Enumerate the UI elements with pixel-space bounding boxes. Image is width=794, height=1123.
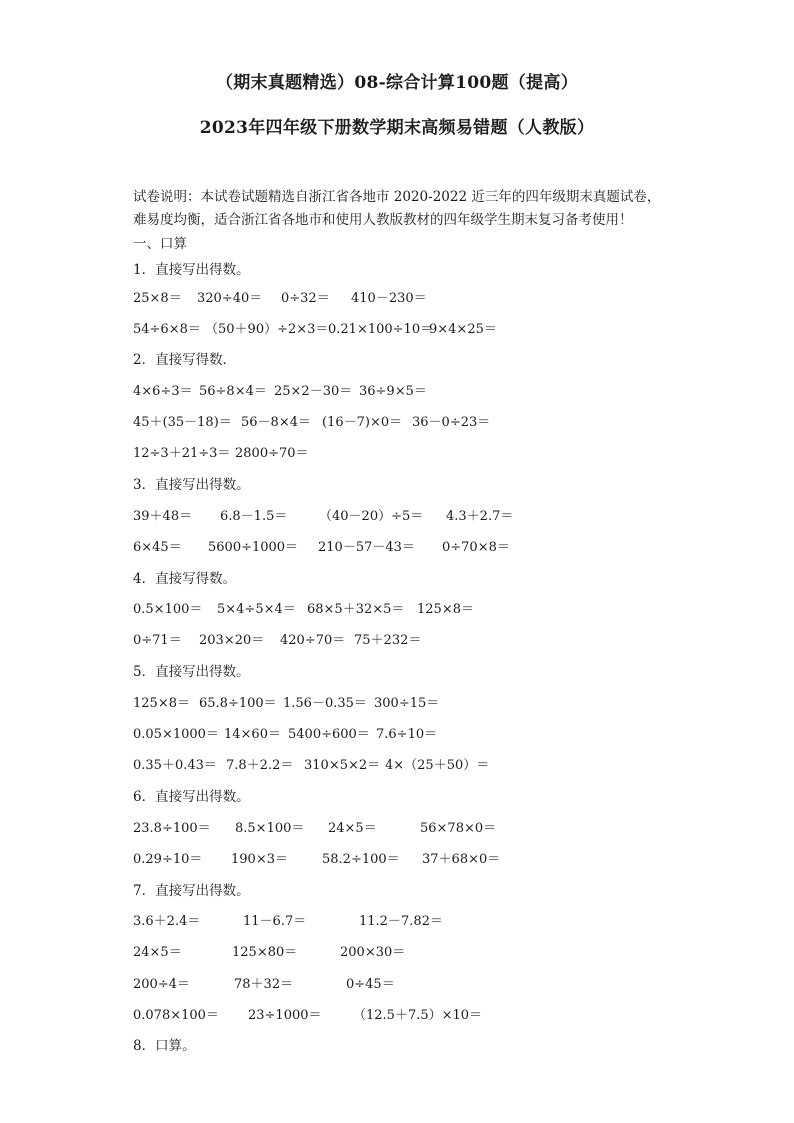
expression: 0.5×100＝ — [133, 602, 203, 617]
expression: 6×45＝ — [133, 540, 182, 555]
expression: 23÷1000＝ — [248, 1008, 322, 1023]
expression: 0.078×100＝ — [133, 1008, 219, 1023]
expression: （12.5＋7.5）×10＝ — [353, 1008, 483, 1023]
expression: 75＋232＝ — [354, 633, 422, 648]
expression: 14×60＝ — [224, 727, 281, 742]
expression: 0÷71＝ — [133, 633, 182, 648]
expression: 56÷8×4＝ — [199, 384, 267, 399]
expression: 125×80＝ — [232, 945, 298, 960]
question-5-title: 5．直接写出得数。 — [133, 664, 250, 680]
expression: 45＋(35－18)＝ — [133, 415, 232, 430]
expression: 54÷6×8＝ — [133, 322, 201, 337]
expression: 200÷4＝ — [133, 977, 190, 992]
expression: 5400÷600＝ — [288, 727, 370, 742]
question-1-title: 1．直接写出得数。 — [133, 262, 250, 278]
expression: （40－20）÷5＝ — [319, 509, 424, 524]
expression: 56－8×4＝ — [241, 415, 311, 430]
question-8-title: 8．口算。 — [133, 1038, 196, 1054]
expression: 200×30＝ — [340, 945, 406, 960]
expression: 5×4÷5×4＝ — [217, 602, 296, 617]
document-subtitle: 2023年四年级下册数学期末高频易错题（人教版） — [199, 118, 595, 138]
expression: 210－57－43＝ — [318, 540, 415, 555]
question-6-title: 6．直接写出得数。 — [133, 789, 250, 805]
expression: 310×5×2＝ — [304, 758, 381, 773]
expression: 37＋68×0＝ — [422, 852, 501, 867]
expression: （50＋90）÷2×3＝ — [205, 322, 329, 337]
expression: 11－6.7＝ — [243, 914, 307, 929]
expression: 39＋48＝ — [133, 509, 193, 524]
expression: 36÷9×5＝ — [359, 384, 427, 399]
expression: 7.6÷10＝ — [376, 727, 438, 742]
instructions-line-2: 难易度均衡，适合浙江省各地市和使用人教版教材的四年级学生期末复习备考使用！ — [133, 212, 633, 228]
expression: 0.05×1000＝ — [133, 727, 219, 742]
expression: 300÷15＝ — [374, 696, 440, 711]
expression: 320÷40＝ — [197, 291, 263, 306]
expression: 12÷3＋21÷3＝ — [133, 446, 231, 461]
expression: 23.8÷100＝ — [133, 821, 211, 836]
expression: 68×5＋32×5＝ — [307, 602, 405, 617]
expression: 7.8＋2.2＝ — [226, 758, 294, 773]
expression: 9×4×25＝ — [429, 322, 497, 337]
expression: 8.5×100＝ — [235, 821, 305, 836]
expression: 0.29÷10＝ — [133, 852, 203, 867]
question-4-title: 4．直接写得数。 — [133, 571, 237, 587]
expression: 4.3＋2.7＝ — [446, 509, 514, 524]
expression: 11.2－7.82＝ — [359, 914, 443, 929]
expression: 0÷45＝ — [346, 977, 395, 992]
expression: 5600÷1000＝ — [208, 540, 299, 555]
expression: 25×8＝ — [133, 291, 182, 306]
expression: 125×8＝ — [417, 602, 474, 617]
expression: 0÷70×8＝ — [442, 540, 510, 555]
question-3-title: 3．直接写出得数。 — [133, 477, 250, 493]
expression: 0÷32＝ — [281, 291, 330, 306]
expression: 3.6＋2.4＝ — [133, 914, 201, 929]
expression: 0.21×100÷10＝ — [328, 322, 434, 337]
expression: 36－0÷23＝ — [412, 415, 491, 430]
expression: 420÷70＝ — [280, 633, 346, 648]
section-heading: 一、口算 — [133, 236, 187, 252]
question-2-title: 2．直接写得数． — [133, 352, 237, 368]
expression: 65.8÷100＝ — [199, 696, 277, 711]
expression: 24×5＝ — [133, 945, 182, 960]
instructions-line-1: 试卷说明：本试卷试题精选自浙江省各地市 2020-2022 近三年的四年级期末真题试卷， — [133, 189, 661, 205]
expression: 4×6÷3＝ — [133, 384, 193, 399]
expression: 0.35＋0.43＝ — [133, 758, 217, 773]
expression: 2800÷70＝ — [235, 446, 309, 461]
document-title: （期末真题精选）08-综合计算100题（提高） — [215, 73, 579, 93]
question-7-title: 7．直接写出得数。 — [133, 883, 250, 899]
expression: 24×5＝ — [328, 821, 377, 836]
expression: 410－230＝ — [351, 291, 427, 306]
exam-instructions — [133, 186, 673, 232]
expression: 1.56－0.35＝ — [283, 696, 367, 711]
expression: 190×3＝ — [231, 852, 288, 867]
expression: (16－7)×0＝ — [322, 415, 403, 430]
expression: 56×78×0＝ — [420, 821, 497, 836]
expression: 4×（25＋50）＝ — [385, 758, 490, 773]
expression: 6.8－1.5＝ — [220, 509, 288, 524]
expression: 78＋32＝ — [234, 977, 294, 992]
expression: 125×8＝ — [133, 696, 190, 711]
expression: 203×20＝ — [199, 633, 265, 648]
expression: 25×2－30＝ — [274, 384, 353, 399]
expression: 58.2÷100＝ — [322, 852, 400, 867]
